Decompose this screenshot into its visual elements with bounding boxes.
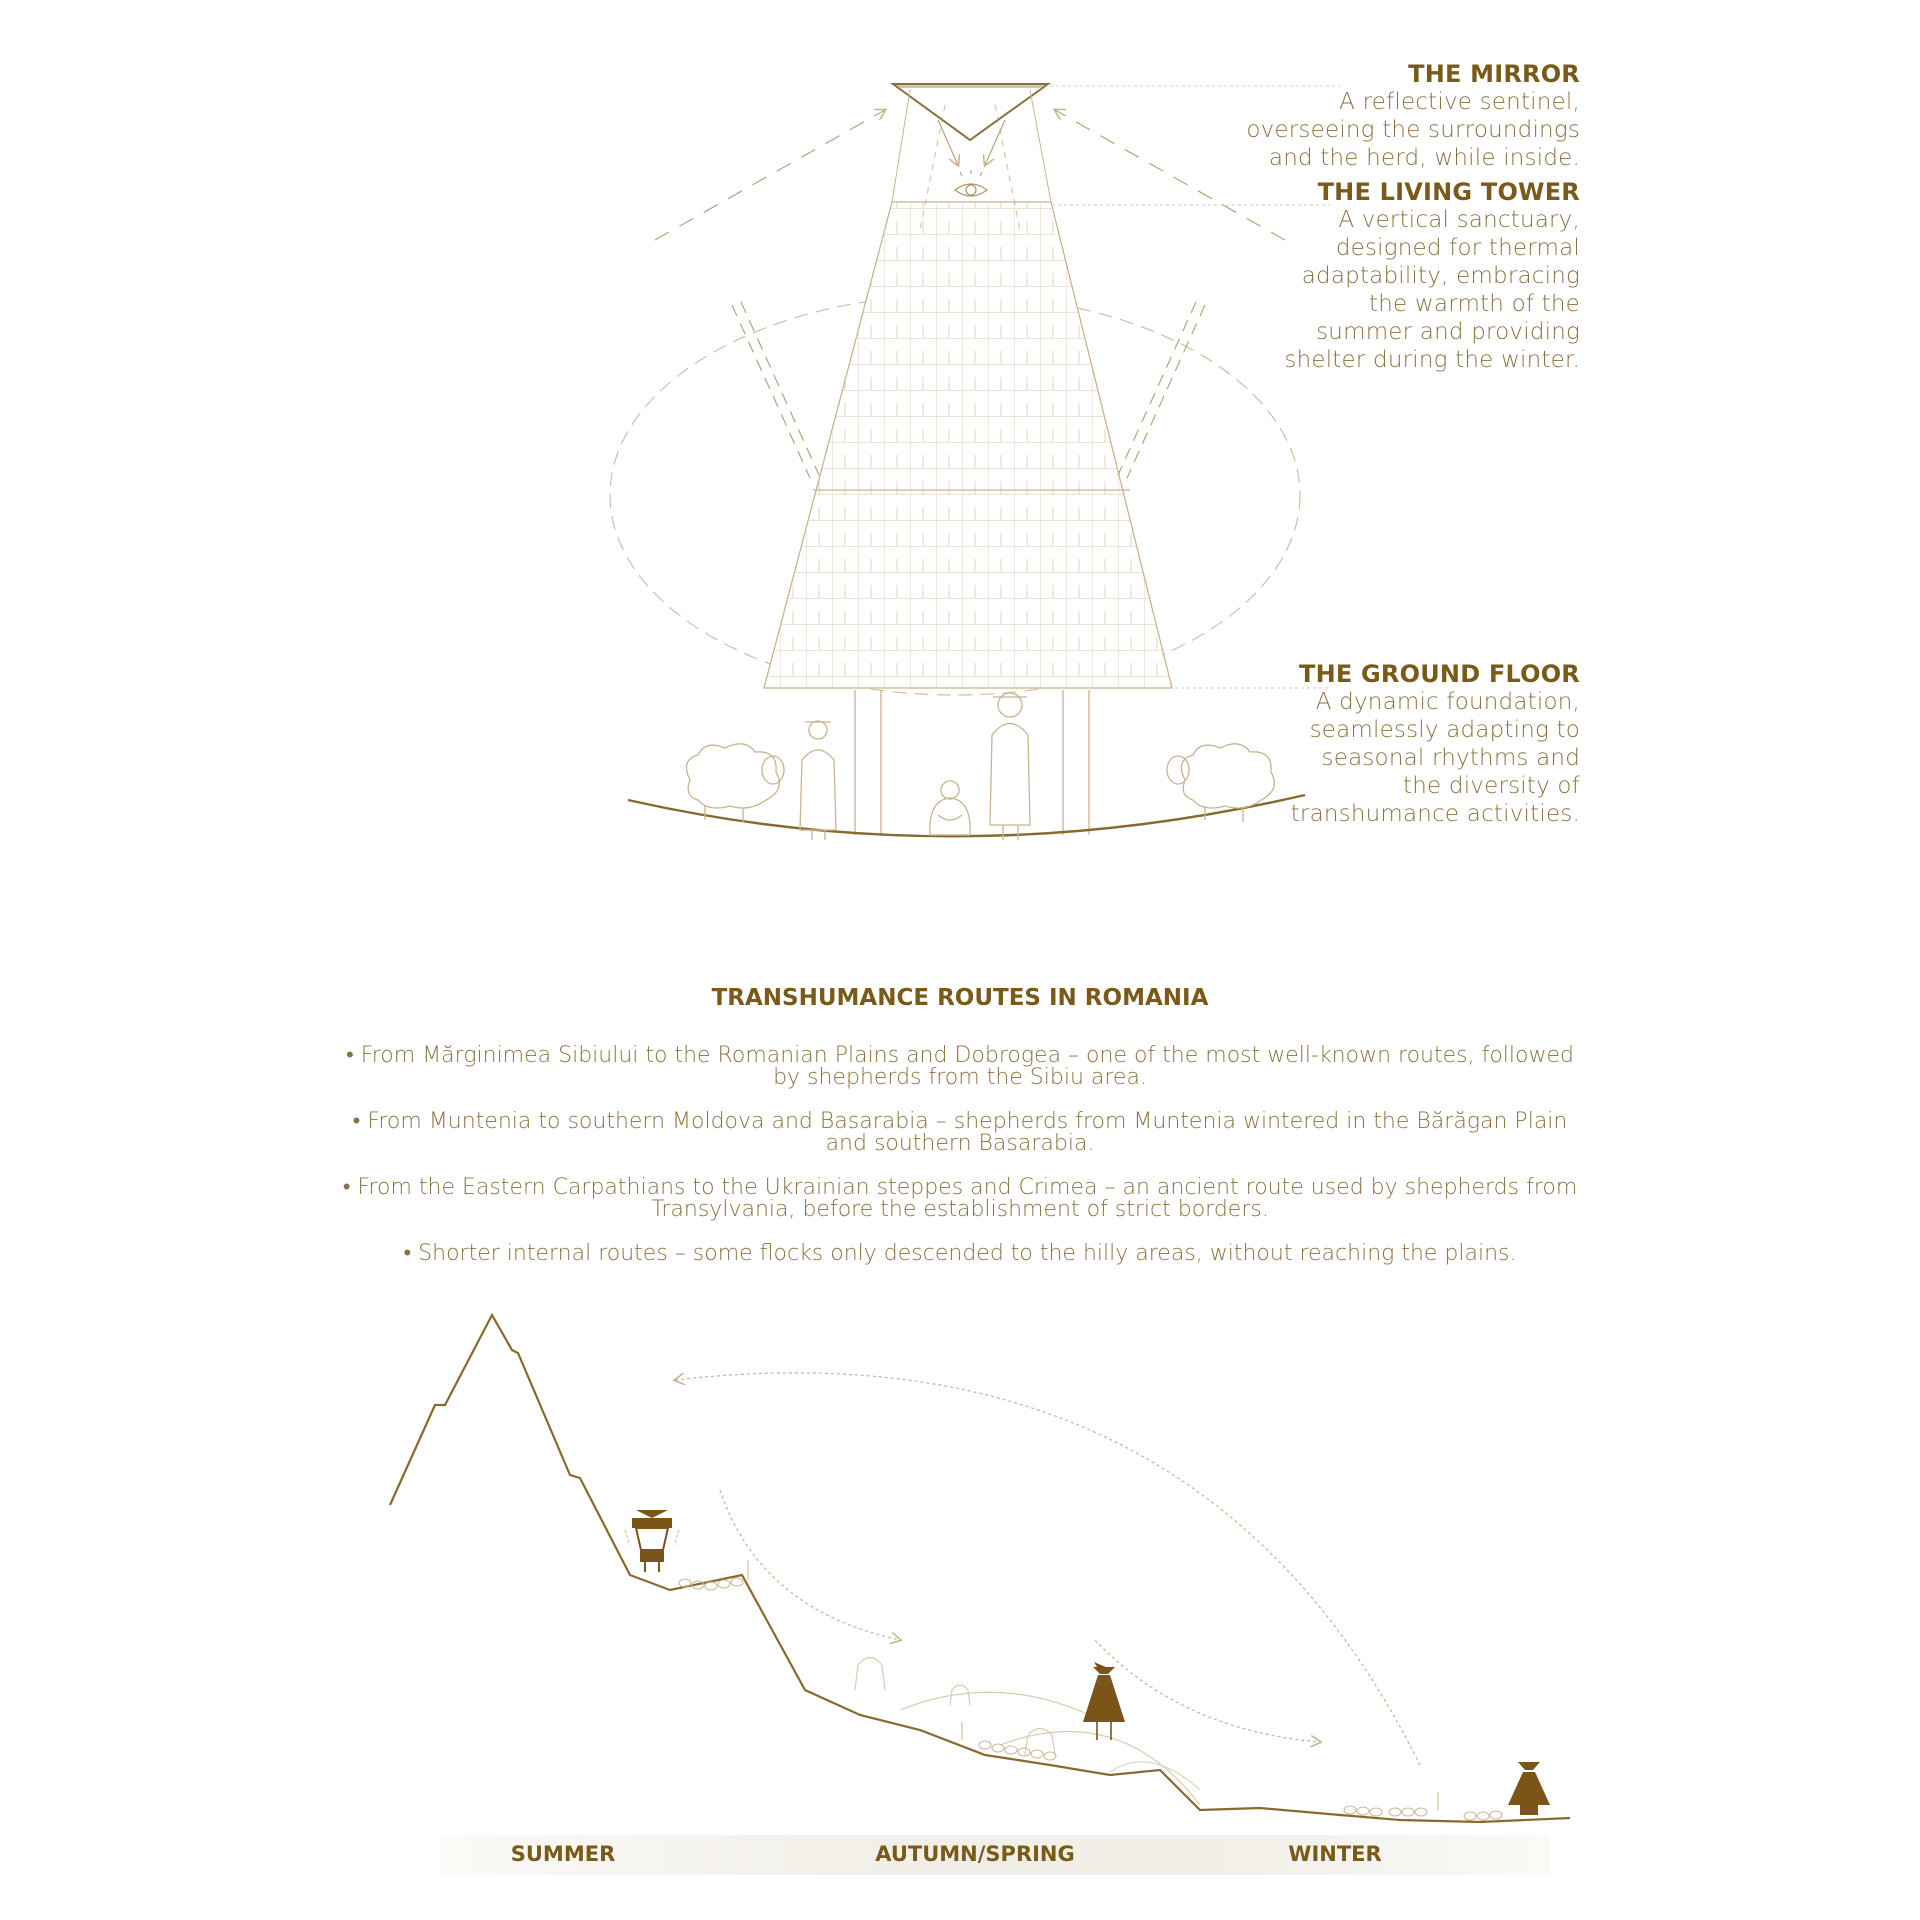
- shepherd-icon: [990, 693, 1030, 840]
- route-arrow-summer-to-autumn: [720, 1490, 900, 1640]
- routes-list: [330, 1045, 1590, 1287]
- routes-heading: TRANSHUMANCE ROUTES IN ROMANIA: [711, 985, 1209, 1011]
- landscape-section: [390, 1315, 1570, 1822]
- season-label-summer: SUMMER: [510, 1842, 616, 1866]
- mirror-icon: [893, 84, 1048, 140]
- sheep-icon: [1167, 744, 1274, 822]
- ground-title: THE GROUND FLOOR: [1299, 660, 1580, 688]
- tower-title: THE LIVING TOWER: [1317, 178, 1580, 206]
- flock-icon: [962, 1722, 1056, 1760]
- annotation-ground-floor: [1291, 660, 1580, 828]
- route-item: • From Muntenia to southern Moldova and Basarabia – shepherds from Muntenia wintered in the Bărăgan Plain and southern Basarabia.: [352, 1109, 1568, 1156]
- route-arrow-autumn-to-winter: [1095, 1640, 1320, 1742]
- mirror-description: A reflective sentinel, overseeing the surroundings and the herd, while inside.: [1246, 89, 1580, 171]
- tower-elevation: [610, 84, 1340, 840]
- flock-icon: [1344, 1792, 1502, 1820]
- route-arrow-winter-to-summer: [675, 1373, 1420, 1765]
- eye-icon: [955, 170, 987, 196]
- shepherd-icon: [800, 721, 836, 840]
- annotation-living-tower: [1284, 178, 1580, 374]
- route-item: • Shorter internal routes – some flocks only descended to the hilly areas, without reaching the plains.: [403, 1241, 1517, 1266]
- tower-description: A vertical sanctuary, designed for thermal adaptability, embracing the warmth of the summer and providing shelter during the winter.: [1284, 207, 1580, 373]
- season-label-autumn-spring: AUTUMN/SPRING: [875, 1842, 1075, 1866]
- route-item: • From Mărginimea Sibiului to the Romanian Plains and Dobrogea – one of the most well-known routes, followed by shepherds from the Sibiu area.: [346, 1043, 1574, 1090]
- season-label-winter: WINTER: [1288, 1842, 1382, 1866]
- mirror-title: THE MIRROR: [1408, 60, 1580, 88]
- autumn-tower-icon: [1083, 1662, 1125, 1740]
- route-item: • From the Eastern Carpathians to the Ukrainian steppes and Crimea – an ancient route used by shepherds from Transylvania, before the establishment of strict borders.: [342, 1175, 1578, 1222]
- annotation-mirror: [1246, 60, 1580, 172]
- ground-line: [628, 795, 1305, 836]
- migration-arrows: [675, 1373, 1420, 1765]
- sheep-icon: [686, 744, 784, 822]
- ground-description: A dynamic foundation, seamlessly adapting to seasonal rhythms and the diversity of transhumance activities.: [1290, 689, 1580, 827]
- child-icon: [930, 781, 970, 835]
- summer-tower-icon: [625, 1510, 679, 1572]
- terrain-profile: [390, 1315, 1570, 1822]
- winter-tower-icon: [1508, 1762, 1550, 1815]
